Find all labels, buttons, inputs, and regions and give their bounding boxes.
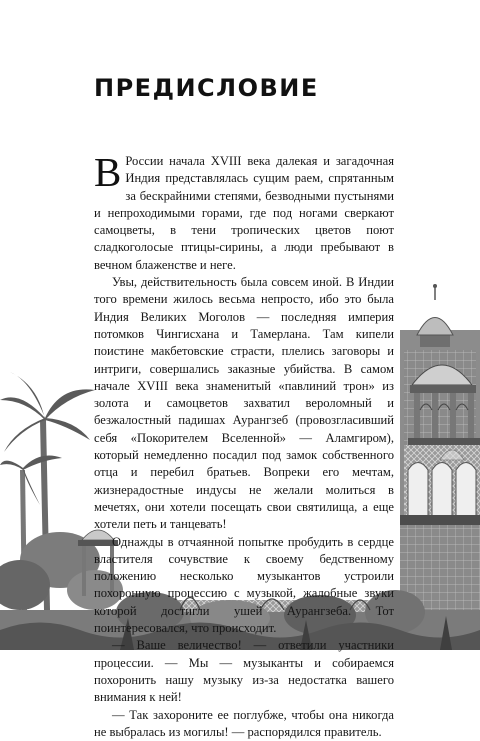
chapter-heading: ПРЕДИСЛОВИЕ (94, 74, 319, 102)
paragraph-4: — Ваше величество! — ответили участники процессии. — Мы — музыканты и собираемся похоронить нашу музыку из-за недостатка вашего внимания к ней! (94, 637, 394, 706)
paragraph-1 (94, 153, 394, 274)
paragraph-5: — Так захороните ее поглубже, чтобы она никогда не выбралась из могилы! — распорядился правитель. (94, 707, 394, 741)
body-text (94, 153, 394, 741)
palace-towers (400, 284, 480, 610)
drop-cap: В (94, 155, 121, 189)
paragraph-3: Однажды в отчаянной попытке пробудить в сердце властителя сочувствие к своему бедственному положению несколько музыкантов устроили похоронную процессию с музыкой, жалобные звуки которой достигли ушей Аурангзеба. Тот поинтересовался, что происходит. (94, 534, 394, 638)
paragraph-2: Увы, действительность была совсем иной. В Индии того времени жилось весьма непросто, ибо это была Индия Великих Моголов — последняя империя потомков Чингисхана и Тамерлана. Там кипели поистине макбетовские страсти, плелись заговоры и интриги, совершались заказные убийства. В самом начале XVIII века знаменитый «павлиний трон» из золота и самоцветов захватил вероломный и безжалостный падишах Аурангзеб (провозгласивший себя «Покорителем Вселенной» — Аламгиром), который немедленно посадил под замок собственного отца и перебил братьев. Вопреки его мечтам, жизнерадостные индусы не желали молиться в мечетях, они хотели посещать свои святилища, а еще хотели петь и танцевать! (94, 274, 394, 533)
paragraph-1-text: России начала XVIII века далекая и загадочная Индия представлялась сущим раем, спрятанным за бескрайними степями, безводными пустынями и непроходимыми горами, где под ногами сверкают самоцветы, в тени тропических цветов поют сладкоголосые птицы-сирины, а люди пребывают в вечном блаженстве и неге. (94, 154, 394, 272)
